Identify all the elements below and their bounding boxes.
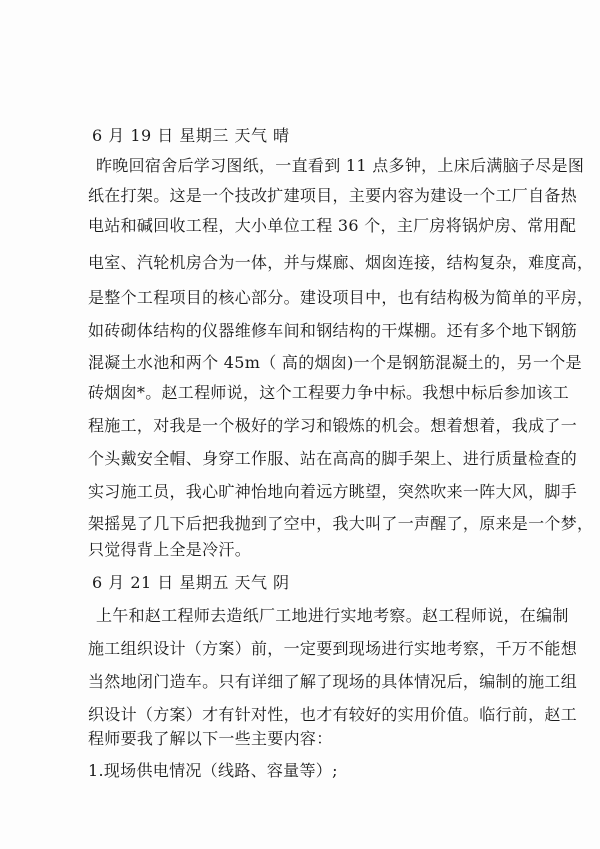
entry-line: 混凝土水池和两个 45m（ 高的烟囱)一个是钢筋混凝土的，另一个是: [88, 353, 582, 372]
entry-heading-june-21: 6 月 21 日 星期五 天气 阴: [92, 573, 290, 592]
entry-line: 是整个工程项目的核心部分。建设项目中，也有结构极为简单的平房，: [88, 288, 594, 307]
entry-line: 昨晚回宿舍后学习图纸，一直看到 11 点多钟，上床后满脑子尽是图: [96, 156, 585, 175]
entry-line: 上午和赵工程师去造纸厂工地进行实地考察。赵工程师说，在编制: [96, 606, 569, 625]
entry-line: 砖烟囱*。赵工程师说，这个工程要力争中标。我想中标后参加该工: [88, 383, 570, 402]
entry-line: 织设计（方案）才有针对性，也才有较好的实用价值。临行前，赵工: [88, 705, 578, 724]
entry-line-list-item: 1.现场供电情况（线路、容量等）;: [88, 761, 338, 780]
entry-line: 纸在打架。这是一个技改扩建项目，主要内容为建设一个工厂自备热: [88, 186, 578, 205]
entry-line: 施工组织设计（方案）前，一定要到现场进行实地考察，千万不能想: [88, 639, 578, 658]
entry-line: 实习施工员，我心旷神怡地向着远方眺望，突然吹来一阵大风，脚手: [88, 482, 578, 501]
entry-line: 程师要我了解以下一些主要内容：: [88, 729, 333, 748]
entry-line: 架摇晃了几下后把我抛到了空中，我大叫了一声醒了，原来是一个梦，: [88, 514, 594, 533]
entry-line: 程施工，对我是一个极好的学习和锻炼的机会。想着想着，我成了一: [88, 416, 578, 435]
entry-line: 个头戴安全帽、身穿工作服、站在高高的脚手架上、进行质量检查的: [88, 449, 578, 468]
entry-heading-june-19: 6 月 19 日 星期三 天气 晴: [92, 126, 290, 145]
entry-line: 电室、汽轮机房合为一体，并与煤廊、烟囱连接，结构复杂，难度高，: [88, 253, 594, 272]
entry-line: 只觉得背上全是冷汗。: [88, 540, 252, 559]
entry-line: 如砖砌体结构的仪器维修车间和钢结构的干煤棚。还有多个地下钢筋: [88, 321, 578, 340]
entry-line: 电站和碱回收工程，大小单位工程 36 个，主厂房将锅炉房、常用配: [88, 216, 577, 235]
entry-line: 当然地闭门造车。只有详细了解了现场的具体情况后，编制的施工组: [88, 672, 578, 691]
